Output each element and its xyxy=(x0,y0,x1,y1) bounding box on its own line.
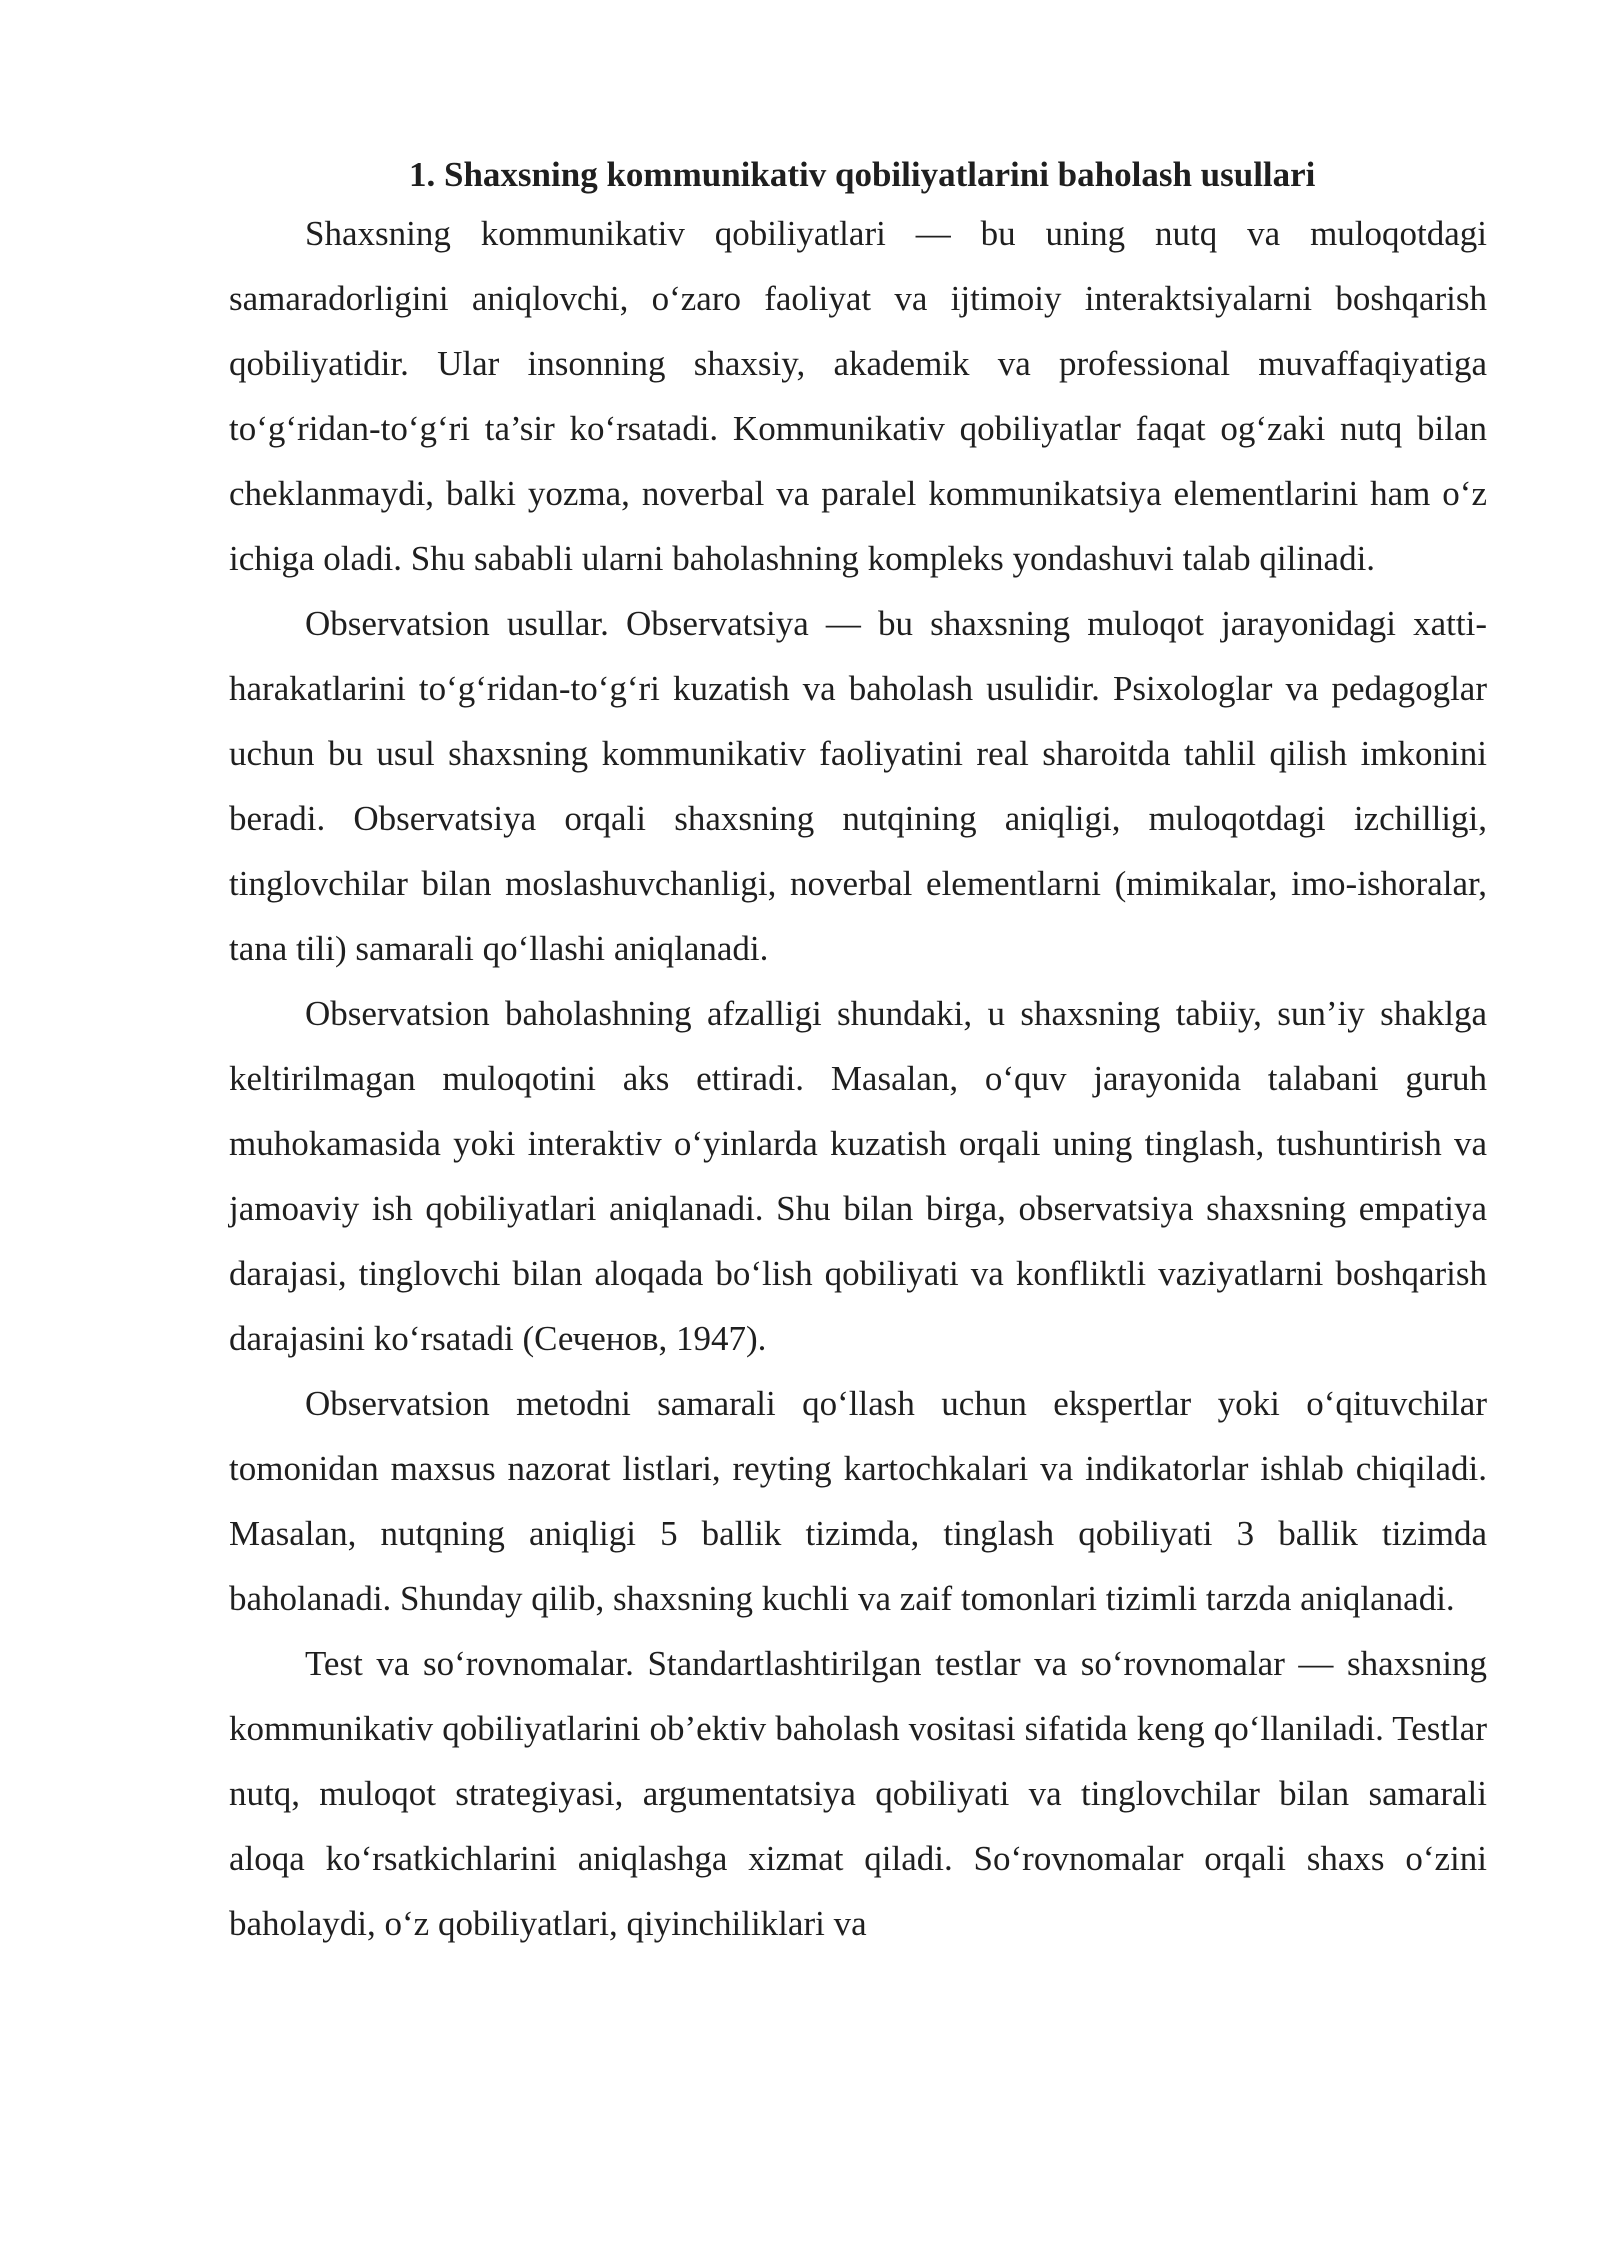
paragraph-observational-methods: Observatsion usullar. Observatsiya — bu shaxsning muloqot jarayonidagi xatti-harakatlarini to‘g‘ridan-to‘g‘ri kuzatish va baholash usulidir. Psixologlar va pedagoglar uchun bu usul shaxsning kommunikativ faoliyatini real sharoitda tahlil qilish imkonini beradi. Observatsiya orqali shaxsning nutqining aniqligi, muloqotdagi izchilligi, tinglovchilar bilan moslashuvchanligi, noverbal elementlarni (mimikalar, imo-ishoralar, tana tili) samarali qo‘llashi aniqlanadi. xyxy=(229,604,1487,968)
paragraph-observational-advantages: Observatsion baholashning afzalligi shundaki, u shaxsning tabiiy, sun’iy shaklga keltirilmagan muloqotini aks ettiradi. Masalan, o‘quv jarayonida talabani guruh muhokamasida yoki interaktiv o‘yinlarda kuzatish orqali uning tinglash, tushuntirish va jamoaviy ish qobiliyatlari aniqlanadi. Shu bilan birga, observatsiya shaxsning empatiya darajasi, tinglovchi bilan aloqada bo‘lish qobiliyati va konfliktli vaziyatlarni boshqarish darajasini ko‘rsatadi (Сеченов, 1947). xyxy=(229,994,1487,1358)
document-page xyxy=(229,148,1487,1956)
paragraph-tests-surveys: Test va so‘rovnomalar. Standartlashtirilgan testlar va so‘rovnomalar — shaxsning kommunikativ qobiliyatlarini ob’ektiv baholash vositasi sifatida keng qo‘llaniladi. Testlar nutq, muloqot strategiyasi, argumentatsiya qobiliyati va tinglovchilar bilan samarali aloqa ko‘rsatkichlarini aniqlashga xizmat qiladi. So‘rovnomalar orqali shaxs o‘zini baholaydi, o‘z qobiliyatlari, qiyinchiliklari va xyxy=(229,1644,1487,1943)
paragraph-intro: Shaxsning kommunikativ qobiliyatlari — bu uning nutq va muloqotdagi samaradorligini aniqlovchi, o‘zaro faoliyat va ijtimoiy interaktsiyalarni boshqarish qobiliyatidir. Ular insonning shaxsiy, akademik va professional muvaffaqiyatiga to‘g‘ridan-to‘g‘ri ta’sir ko‘rsatadi. Kommunikativ qobiliyatlar faqat og‘zaki nutq bilan cheklanmaydi, balki yozma, noverbal va paralel kommunikatsiya elementlarini ham o‘z ichiga oladi. Shu sababli ularni baholashning kompleks yondashuvi talab qilinadi. xyxy=(229,214,1487,578)
section-heading: 1. Shaxsning kommunikativ qobiliyatlarini baholash usullari xyxy=(409,155,1316,194)
paragraph-observational-checklists: Observatsion metodni samarali qo‘llash uchun ekspertlar yoki o‘qituvchilar tomonidan maxsus nazorat listlari, reyting kartochkalari va indikatorlar ishlab chiqiladi. Masalan, nutqning aniqligi 5 ballik tizimda, tinglash qobiliyati 3 ballik tizimda baholanadi. Shunday qilib, shaxsning kuchli va zaif tomonlari tizimli tarzda aniqlanadi. xyxy=(229,1384,1487,1618)
